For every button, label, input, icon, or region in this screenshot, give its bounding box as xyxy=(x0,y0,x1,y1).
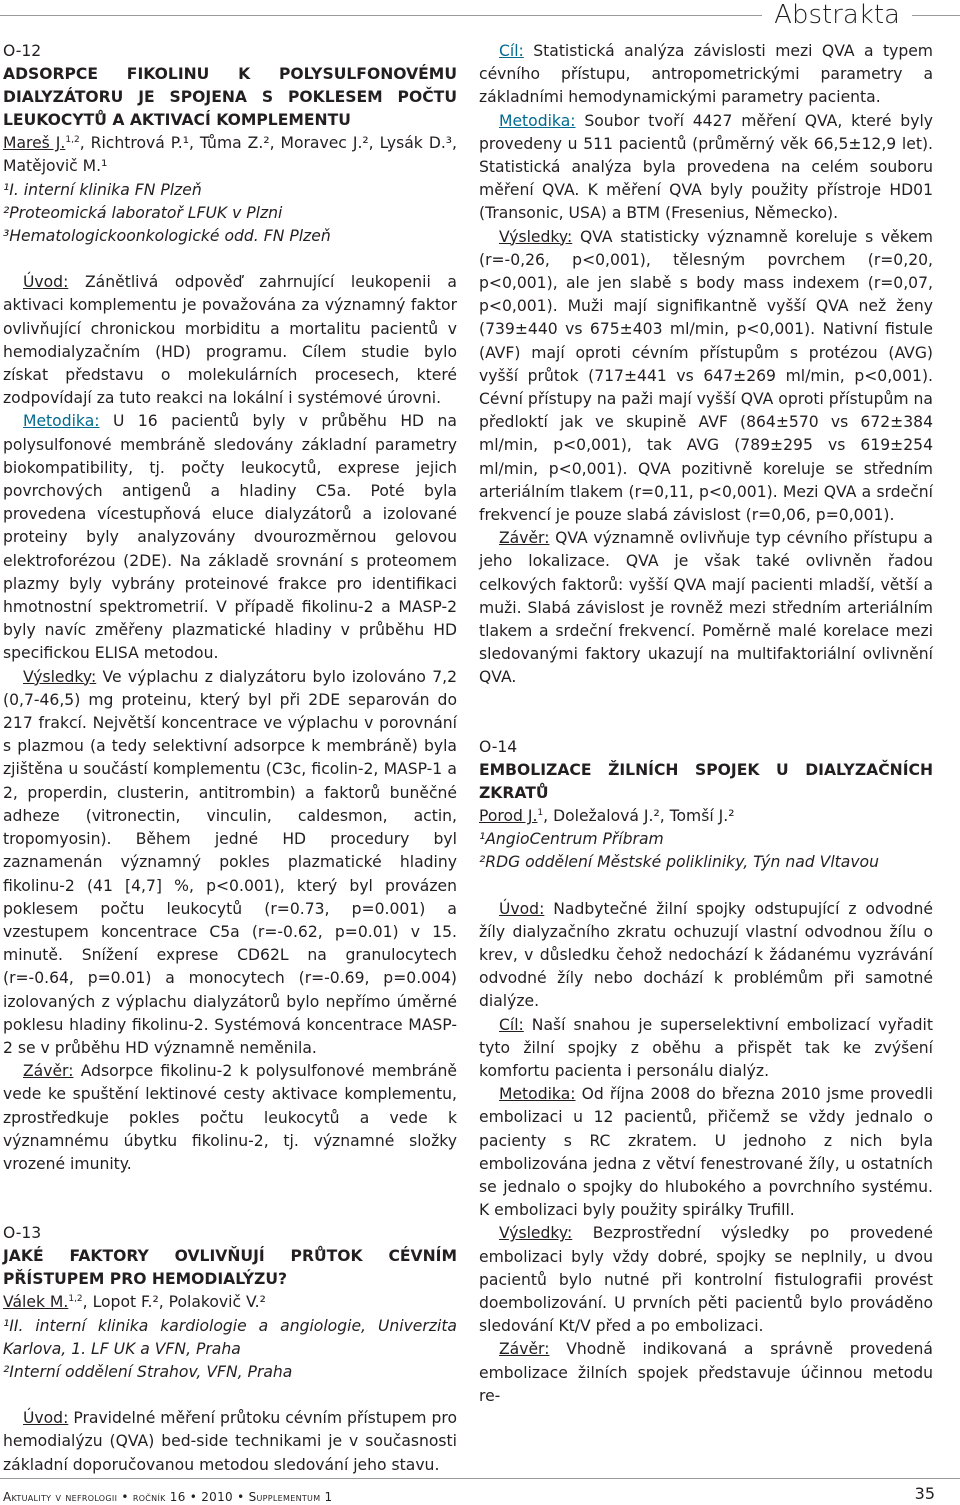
o14-metodika-label: Metodika: xyxy=(499,1085,576,1104)
o14-aff1: ¹AngioCentrum Příbram xyxy=(479,830,664,849)
o13-metodika-label: Metodika: xyxy=(499,111,576,130)
page-number: 35 xyxy=(914,1484,935,1503)
o13-uvod-text: Pravidelné měření průtoku cévním přístupem pro hemodialýzu (QVA) bed-side technikami je v současnosti základní doporučovanou metodou sledování jeho stavu. xyxy=(3,1409,457,1474)
left-column xyxy=(3,40,457,1477)
o12-metodika-label: Metodika: xyxy=(23,412,100,431)
o13-uvod xyxy=(3,1407,457,1477)
o13-cil-text: Statistická analýza závislosti mezi QVA a typem cévního přístupu, antropometrickými parametry a základními hemodynamickými parametry pacienta. xyxy=(479,42,933,107)
o13-zaver-text: QVA významně ovlivňuje typ cévního přístupu a jeho lokalizace. QVA je však také ovlivněn řadou celkových faktorů: vyšší QVA mají pacienti mladší, větší a muži. Slabá závislost je rovněž mezi středním arteriálním tlakem a srdeční frekvencí. Poměrně malé korelace mezi sledovanými faktory ukazují na multifaktoriální ovlivnění QVA. xyxy=(479,529,933,687)
o14-authors-rest: , Doležalová J.², Tomší J.² xyxy=(543,806,735,825)
o13-uvod-label: Úvod: xyxy=(23,1409,69,1428)
o12-zaver-text: Adsorpce fikolinu-2 k polysulfonové membráně vede ke spuštění lektinové cesty aktivace komplementu, zprostředkuje pokles počtu leukocytů a vede k významnému úbytku fikolinu-2, tj. významné složky vrozené imunity. xyxy=(3,1062,457,1173)
o12-author-first-sup: 1,2 xyxy=(65,135,80,146)
o12-metodika-text: U 16 pacientů byly v průběhu HD na polysulfonové membráně sledovány základní parametry biokompatibility, tj. počty leukocytů, exprese jejich povrchových antigenů a hladiny C5a. Poté byla provedena vícestupňová eluce dialyzátorů a izolované proteiny byly analyzovány dvourozměrnou gelovou elektroforézou (2DE). Na základě srovnání s proteomem plazmy byly vybrány proteinové frakce pro identifikaci hmotnostní spektrometrií. V případě fikolinu-2 a MASP-2 byly navíc změřeny plazmatické hladiny v průběhu HD specifickou ELISA metodou. xyxy=(3,412,457,663)
o12-zaver xyxy=(3,1060,457,1176)
o13-metodika xyxy=(479,110,933,226)
o12-vysledky-text: Ve výplachu z dialyzátoru bylo izolováno 7,2 (0,7-46,5) mg proteinu, který byl při 2DE separován do 217 frakcí. Největší koncentrace ve výplachu v porovnání s plazmou (a tedy selektivní adsorpce k membráně) byla zjištěna u součástí komplementu (C3c, ficolin-2, MASP-1 a 2, properdin, clusterin, antitrombin) a faktorů buněčné adheze (vitronectin, vinculin, caldesmon, actin, tropomyosin). Během jedné HD procedury byl zaznamenán významný pokles plazmatické hladiny fikolinu-2 (41 [4,7] %, p<0.001), který byl provázen poklesem počtu leukocytů (r=0.73, p=0.001) a vzestupem koncentrace C5a (r=-0.62, p=0.01) v 15. minutě. Snížení exprese CD62L na granulocytech (r=-0.64, p=0.01) a monocytech (r=-0.69, p=0.004) izolovaných z výplachu dialyzátorů bylo nepřímo úměrné poklesu hladiny fikolinu-2. Systémová koncentrace MASP-2 se v průběhu HD významně neměnila. xyxy=(3,667,457,1057)
o13-zaver xyxy=(479,527,933,689)
footer-rule xyxy=(0,1478,960,1479)
footer-journal xyxy=(3,1490,332,1504)
o14-cil xyxy=(479,1014,933,1084)
o12-uvod xyxy=(3,271,457,410)
o12-aff2: ²Proteomická laboratoř LFUK v Plzni xyxy=(3,203,283,222)
o14-title: EMBOLIZACE ŽILNÍCH SPOJEK U DIALYZAČNÍCH ZKRATŮ xyxy=(479,760,933,802)
o13-id: O-13 xyxy=(3,1224,42,1243)
o14-zaver xyxy=(479,1338,933,1408)
o14-uvod-text: Nadbytečné žilní spojky odstupující z odvodné žíly dialyzačního zkratu ochuzují vlastní odvodnou žílu o krev, v důsledku čehož nedochází k žádanému vyzrávání odvodné žíly nebo dochází k problémům při samotné dialýze. xyxy=(479,899,933,1011)
o14-zaver-text: Vhodně indikovaná a správně provedená embolizace žilních spojek představuje účinnou metodu re- xyxy=(479,1340,933,1405)
footer-journal-text: Aktuality v nefrologii • ročník 16 • 2010 • Supplementum 1 xyxy=(3,1490,333,1504)
o13-title: JAKÉ FAKTORY OVLIVŇUJÍ PRŮTOK CÉVNÍM PŘÍSTUPEM PRO HEMODIALÝZU? xyxy=(3,1247,457,1289)
o14-vysledky-text: Bezprostřední výsledky po provedené embolizaci byly vždy dobré, spojky se neplnily, u dvou pacientů bylo nutné při kontrolní fistulografii provést doembolizování. U prvních pěti pacientů bylo prováděno sledování Kt/V před a po embolizaci. xyxy=(479,1224,933,1336)
o12-id: O-12 xyxy=(3,42,42,60)
o13-vysledky-text: QVA statisticky významně koreluje s věkem (r=-0,26, p<0,001), tělesným povrchem (r=0,20, p<0,001), ale jen slabě s body mass indexem (r=0,07, p<0,001). Muži mají signifikantně vyšší QVA než ženy (739±440 vs 675±403 ml/min, p<0,001). Nativní fistule (AVF) mají oproti cévním přístupům s protézou (AVG) vyšší průtok (717±441 vs 647±269 ml/min, p<0,001). Cévní přístupy na paži mají vyšší QVA oproti přístupům na předloktí jak ve skupině AVF (864±570 vs 672±384 ml/min, p<0,001), tak AVG (789±295 vs 619±254 ml/min, p<0,001). QVA pozitivně koreluje se středním arteriálním tlakem (r=0,11, p<0,001). Mezi QVA a srdeční frekvencí je pouze slabá závislost (r=0,06, p=0,001). xyxy=(479,227,933,525)
o13-aff2: ²Interní oddělení Strahov, VFN, Praha xyxy=(3,1362,293,1381)
o14-cil-label: Cíl: xyxy=(499,1015,524,1034)
o12-zaver-label: Závěr: xyxy=(23,1062,74,1081)
o13-metodika-text: Soubor tvoří 4427 měření QVA, které byly provedeny u 511 pacientů (průměrný věk 66,5±12,9 let). Statistická analýza byla provedena na celém souboru měření QVA. K měření QVA byly použity přístroje HD01 (Transonic, USA) a BTM (Fresenius, Německo). xyxy=(479,111,933,223)
o13-vysledky-label: Výsledky: xyxy=(499,227,573,246)
o14-vysledky xyxy=(479,1222,933,1338)
o12-metodika xyxy=(3,410,457,665)
o12-author-first: Mareš J. xyxy=(3,134,66,153)
o13-author-first-sup: 1,2 xyxy=(68,1294,83,1305)
o12-aff1: ¹I. interní klinika FN Plzeň xyxy=(3,180,202,199)
o13-cil-label: Cíl: xyxy=(499,42,524,60)
o12-vysledky-label: Výsledky: xyxy=(23,667,97,686)
o13-author-first: Válek M. xyxy=(3,1293,69,1312)
o14-metodika-text: Od října 2008 do března 2010 jsme provedli embolizaci u 12 pacientů, přičemž se vždy jednalo o pacienty s RC zkratem. U jednoho z nich byla embolizována jedna z větví fenestrované žíly, u ostatních se jednalo o spojky do hlubokého a povrchního systému. K embolizaci byly použity spirálky Trufill. xyxy=(479,1085,933,1220)
o12-aff3: ³Hematologickoonkologické odd. FN Plzeň xyxy=(3,227,331,246)
o14-authors xyxy=(479,805,933,828)
right-column xyxy=(479,40,933,1408)
o13-vysledky xyxy=(479,226,933,528)
o14-zaver-label: Závěr: xyxy=(499,1340,550,1359)
o12-uvod-text: Zánětlivá odpověď zahrnující leukopenii a aktivaci komplementu je považována za významný faktor ovlivňující chronickou morbiditu a mortalitu pacientů v hemodialyzačním (HD) programu. Cílem studie bylo získat představu o molekulárních procesech, které zodpovídají za tuto reakci na lokální i systémové úrovni. xyxy=(3,273,457,408)
o12-vysledky xyxy=(3,666,457,1060)
o14-metodika xyxy=(479,1083,933,1222)
o14-author-first-sup: 1 xyxy=(537,807,544,818)
o12-uvod-label: Úvod: xyxy=(23,273,69,292)
o14-vysledky-label: Výsledky: xyxy=(499,1224,573,1243)
o14-id: O-14 xyxy=(479,737,518,756)
o12-title: ADSORPCE FIKOLINU K POLYSULFONOVÉMU DIALYZÁTORU JE SPOJENA S POKLESEM POČTU LEUKOCYTŮ A AKTIVACÍ KOMPLEMENTU xyxy=(3,65,457,130)
o12-authors xyxy=(3,132,457,178)
o14-uvod xyxy=(479,898,933,1014)
o14-cil-text: Naší snahou je superselektivní embolizací vyřadit tyto žilní spojky z oběhu a přispět tak ke zvýšení komfortu pacienta i personálu dialýz. xyxy=(479,1015,933,1080)
o13-zaver-label: Závěr: xyxy=(499,529,550,548)
o14-aff2: ²RDG oddělení Městské polikliniky, Týn nad Vltavou xyxy=(479,853,879,872)
o14-author-first: Porod J. xyxy=(479,806,538,825)
o13-authors xyxy=(3,1291,457,1314)
o14-uvod-label: Úvod: xyxy=(499,899,545,918)
o13-aff1: ¹II. interní klinika kardiologie a angiologie, Univerzita Karlova, 1. LF UK a VFN, Praha xyxy=(3,1316,457,1358)
o13-cil xyxy=(479,40,933,110)
o12-authors-rest: , Richtrová P.¹, Tůma Z.², Moravec J.², Lysák D.³, Matějovič M.¹ xyxy=(3,134,457,176)
o13-authors-rest: , Lopot F.², Polakovič V.² xyxy=(82,1293,266,1312)
section-title: Abstrakta xyxy=(762,0,912,30)
